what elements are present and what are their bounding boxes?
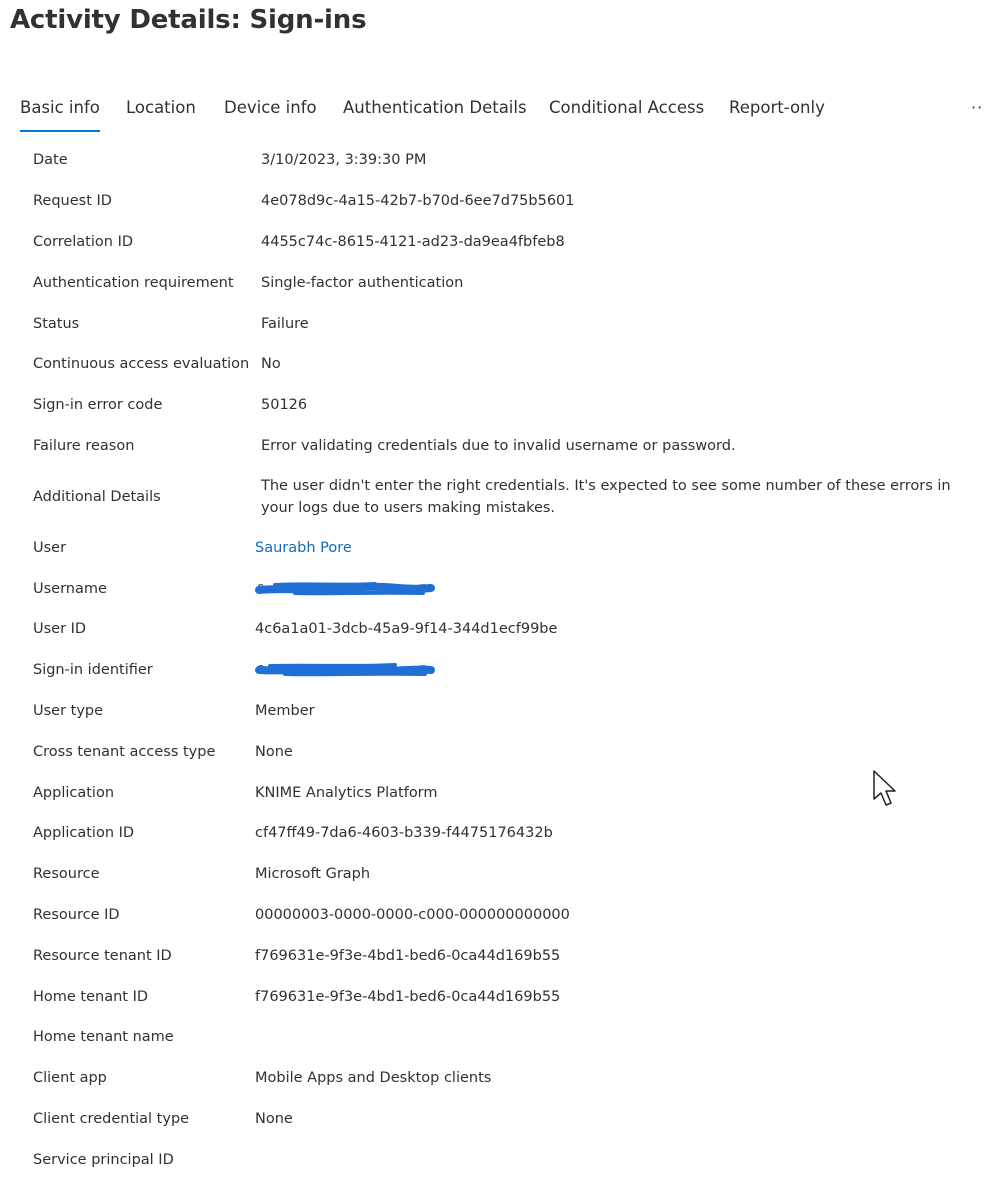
detail-row-client-app xyxy=(0,1058,991,1099)
detail-row-user-type xyxy=(0,691,991,732)
detail-row-correlation-id xyxy=(0,222,991,263)
detail-value: cf47ff49-7da6-4603-b339-f4475176432b xyxy=(255,825,553,842)
detail-row-request-id xyxy=(0,181,991,222)
detail-label: Home tenant ID xyxy=(33,988,149,1005)
detail-row-resource-id xyxy=(0,895,991,936)
detail-label: Authentication requirement xyxy=(33,274,234,291)
detail-row-cae xyxy=(0,344,991,385)
detail-row-home-tenant-name xyxy=(0,1017,991,1058)
detail-label: Client app xyxy=(33,1070,107,1087)
detail-value: KNIME Analytics Platform xyxy=(255,784,438,801)
detail-label: Resource tenant ID xyxy=(33,947,172,964)
detail-row-user xyxy=(0,527,991,568)
detail-label: Resource xyxy=(33,866,100,883)
tab-bar xyxy=(0,98,991,132)
detail-row-cross-tenant xyxy=(0,731,991,772)
tab-location[interactable]: Location xyxy=(126,98,196,117)
detail-row-error-code xyxy=(0,385,991,426)
detail-row-application xyxy=(0,772,991,813)
tab-basic-info[interactable]: Basic info xyxy=(20,98,100,132)
detail-label: Application xyxy=(33,784,115,801)
detail-value: 00000003-0000-0000-c000-000000000000 xyxy=(255,906,570,923)
detail-value-end: n xyxy=(419,579,428,596)
detail-label: Application ID xyxy=(33,825,135,842)
detail-row-service-principal-id xyxy=(0,1139,991,1180)
detail-value: Microsoft Graph xyxy=(255,866,371,883)
detail-value: Mobile Apps and Desktop clients xyxy=(255,1070,492,1087)
detail-label: User xyxy=(33,539,67,556)
detail-label: Username xyxy=(33,580,107,597)
detail-value: Failure xyxy=(261,315,309,332)
detail-row-resource-tenant-id xyxy=(0,935,991,976)
detail-value: s xyxy=(257,579,265,596)
detail-label: User ID xyxy=(33,621,87,638)
detail-value: s xyxy=(257,661,265,678)
redacted-value xyxy=(255,660,435,680)
detail-label: Client credential type xyxy=(33,1110,190,1127)
detail-label: Service principal ID xyxy=(33,1151,174,1168)
tab-conditional-access[interactable]: Conditional Access xyxy=(549,98,705,117)
details-list xyxy=(0,140,991,1180)
detail-row-application-id xyxy=(0,813,991,854)
detail-row-additional-details xyxy=(0,466,991,527)
detail-value: 4455c74c-8615-4121-ad23-da9ea4fbfeb8 xyxy=(261,233,565,250)
tab-authentication-details[interactable]: Authentication Details xyxy=(343,98,527,117)
detail-label: Failure reason xyxy=(33,437,135,454)
detail-value: None xyxy=(255,743,293,760)
detail-label: Home tenant name xyxy=(33,1029,174,1046)
user-link[interactable]: Saurabh Pore xyxy=(255,539,352,556)
detail-row-failure-reason xyxy=(0,426,991,467)
detail-label: User type xyxy=(33,702,104,719)
detail-value: The user didn't enter the right credentials. It's expected to see some number of these errors in your logs due to users making mistakes. xyxy=(261,477,951,516)
redaction-scribble-icon xyxy=(255,660,435,680)
detail-label: Continuous access evaluation xyxy=(33,356,250,373)
detail-value: 3/10/2023, 3:39:30 PM xyxy=(261,152,427,169)
detail-label: Cross tenant access type xyxy=(33,743,216,760)
detail-value: Error validating credentials due to invalid username or password. xyxy=(261,437,736,454)
redacted-value xyxy=(255,579,435,599)
detail-label: Additional Details xyxy=(33,488,161,505)
detail-label: Status xyxy=(33,315,80,332)
detail-label: Sign-in identifier xyxy=(33,662,153,679)
mouse-pointer-icon xyxy=(872,769,900,811)
detail-value: 50126 xyxy=(261,397,308,414)
detail-label: Date xyxy=(33,152,68,169)
detail-value: Single-factor authentication xyxy=(261,274,464,291)
detail-value: 4c6a1a01-3dcb-45a9-9f14-344d1ecf99be xyxy=(255,621,558,638)
detail-label: Resource ID xyxy=(33,906,120,923)
tab-device-info[interactable]: Device info xyxy=(224,98,317,117)
detail-value-end: n xyxy=(419,661,428,678)
detail-row-sign-in-identifier xyxy=(0,650,991,691)
detail-row-status xyxy=(0,303,991,344)
detail-row-auth-requirement xyxy=(0,262,991,303)
detail-label: Request ID xyxy=(33,193,112,210)
detail-row-user-id xyxy=(0,609,991,650)
detail-value: f769631e-9f3e-4bd1-bed6-0ca44d169b55 xyxy=(255,947,561,964)
detail-row-username xyxy=(0,568,991,609)
detail-label: Correlation ID xyxy=(33,233,134,250)
detail-value: None xyxy=(255,1110,293,1127)
detail-value: 4e078d9c-4a15-42b7-b70d-6ee7d75b5601 xyxy=(261,193,575,210)
redaction-scribble-icon xyxy=(255,579,435,599)
detail-value: Member xyxy=(255,702,315,719)
detail-value: f769631e-9f3e-4bd1-bed6-0ca44d169b55 xyxy=(255,988,561,1005)
detail-row-date xyxy=(0,140,991,181)
detail-label: Sign-in error code xyxy=(33,397,163,414)
detail-value: No xyxy=(261,356,281,373)
detail-row-client-credential-type xyxy=(0,1099,991,1140)
more-ellipsis-icon[interactable]: ·· xyxy=(971,98,984,117)
detail-row-resource xyxy=(0,854,991,895)
detail-row-home-tenant-id xyxy=(0,976,991,1017)
page-title: Activity Details: Sign-ins xyxy=(10,5,367,35)
tab-report-only[interactable]: Report-only xyxy=(729,98,825,117)
